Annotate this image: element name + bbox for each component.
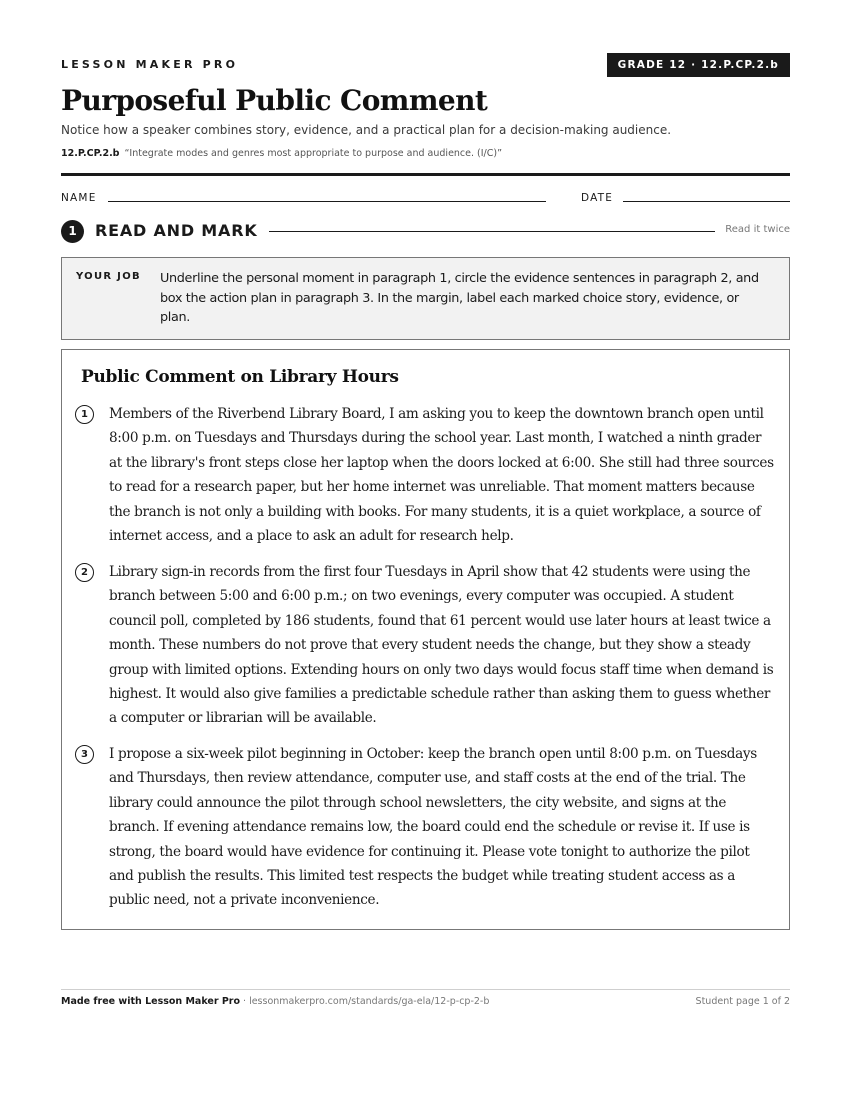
passage-title: Public Comment on Library Hours [81,367,399,387]
paragraph-number: 1 [75,405,94,424]
header-divider [61,173,790,176]
date-label: DATE [581,192,614,204]
section-header [61,220,790,244]
name-label: NAME [61,192,97,204]
footer-made: Made free with Lesson Maker Pro [61,996,241,1007]
name-field[interactable] [108,201,546,202]
standard-line [61,148,502,159]
paragraph-text: Library sign-in records from the first four Tuesdays in April show that 42 students were using the branch between 5:00 and 6:00 p.m.; on two evenings, every computer was occupied. A student council poll, completed by 186 students, found that 61 percent would use later hours at least twice a month. These numbers do not prove that every student needs the change, but they show a steady group with limited options. Extending hours on only two days would focus staff time when demand is highest. It would also give families a predictable schedule rather than asking them to guess whether a computer or librarian will be available. [109,564,774,727]
section-divider [269,231,715,232]
date-field[interactable] [623,201,790,202]
student-info-row [61,189,790,205]
footer-page-number: Student page 1 of 2 [695,996,790,1007]
footer-credit [61,996,489,1007]
paragraph-text: I propose a six-week pilot beginning in October: keep the branch open until 8:00 p.m. on Tuesdays and Thursdays, then review attendance, computer use, and staff costs at the end of the trial. The library could announce the pilot through school newsletters, the city website, and signs at the branch. If evening attendance remains low, the board could end the schedule or revise it. If use is strong, the board would have evidence for continuing it. Please vote tonight to authorize the pilot and publish the results. This limited test respects the budget while treating student access as a public need, not a private inconvenience. [109,746,757,909]
footer-url[interactable]: · lessonmakerpro.com/standards/ga-ela/12-p-cp-2-b [240,996,490,1007]
paragraph-number: 2 [75,563,94,582]
standard-code: 12.P.CP.2.b [61,148,120,159]
standard-text: “Integrate modes and genres most appropriate to purpose and audience. (I/C)” [124,148,503,159]
brand-name: LESSON MAKER PRO [61,58,239,71]
page-subtitle: Notice how a speaker combines story, evidence, and a practical plan for a decision-making audience. [61,123,672,137]
section-title: READ AND MARK [95,221,258,240]
paragraph-text: Members of the Riverbend Library Board, I am asking you to keep the downtown branch open until 8:00 p.m. on Tuesdays and Thursdays during the school year. Last month, I watched a ninth grader at the library's front steps close her laptop when the doors locked at 6:00. She still had three sources to read for a research paper, but her home internet was unreliable. That moment matters because the branch is not only a building with books. For many students, it is a quiet workplace, a source of internet access, and a place to ask an adult for research help. [109,406,774,545]
instructions-text: Underline the personal moment in paragraph 1, circle the evidence sentences in paragraph 2, and box the action plan in paragraph 3. In the margin, label each marked choice story, evidence, or plan. [160,271,759,325]
section-note: Read it twice [725,224,790,235]
top-bar [61,53,790,77]
page-title: Purposeful Public Comment [61,84,488,117]
instructions-box [61,257,790,340]
instructions-label: YOUR JOB [76,271,141,282]
grade-badge: GRADE 12 · 12.P.CP.2.b [607,53,790,77]
section-number-badge: 1 [61,220,84,243]
paragraph-number: 3 [75,745,94,764]
footer-divider [61,989,790,990]
passage-box [61,349,790,930]
